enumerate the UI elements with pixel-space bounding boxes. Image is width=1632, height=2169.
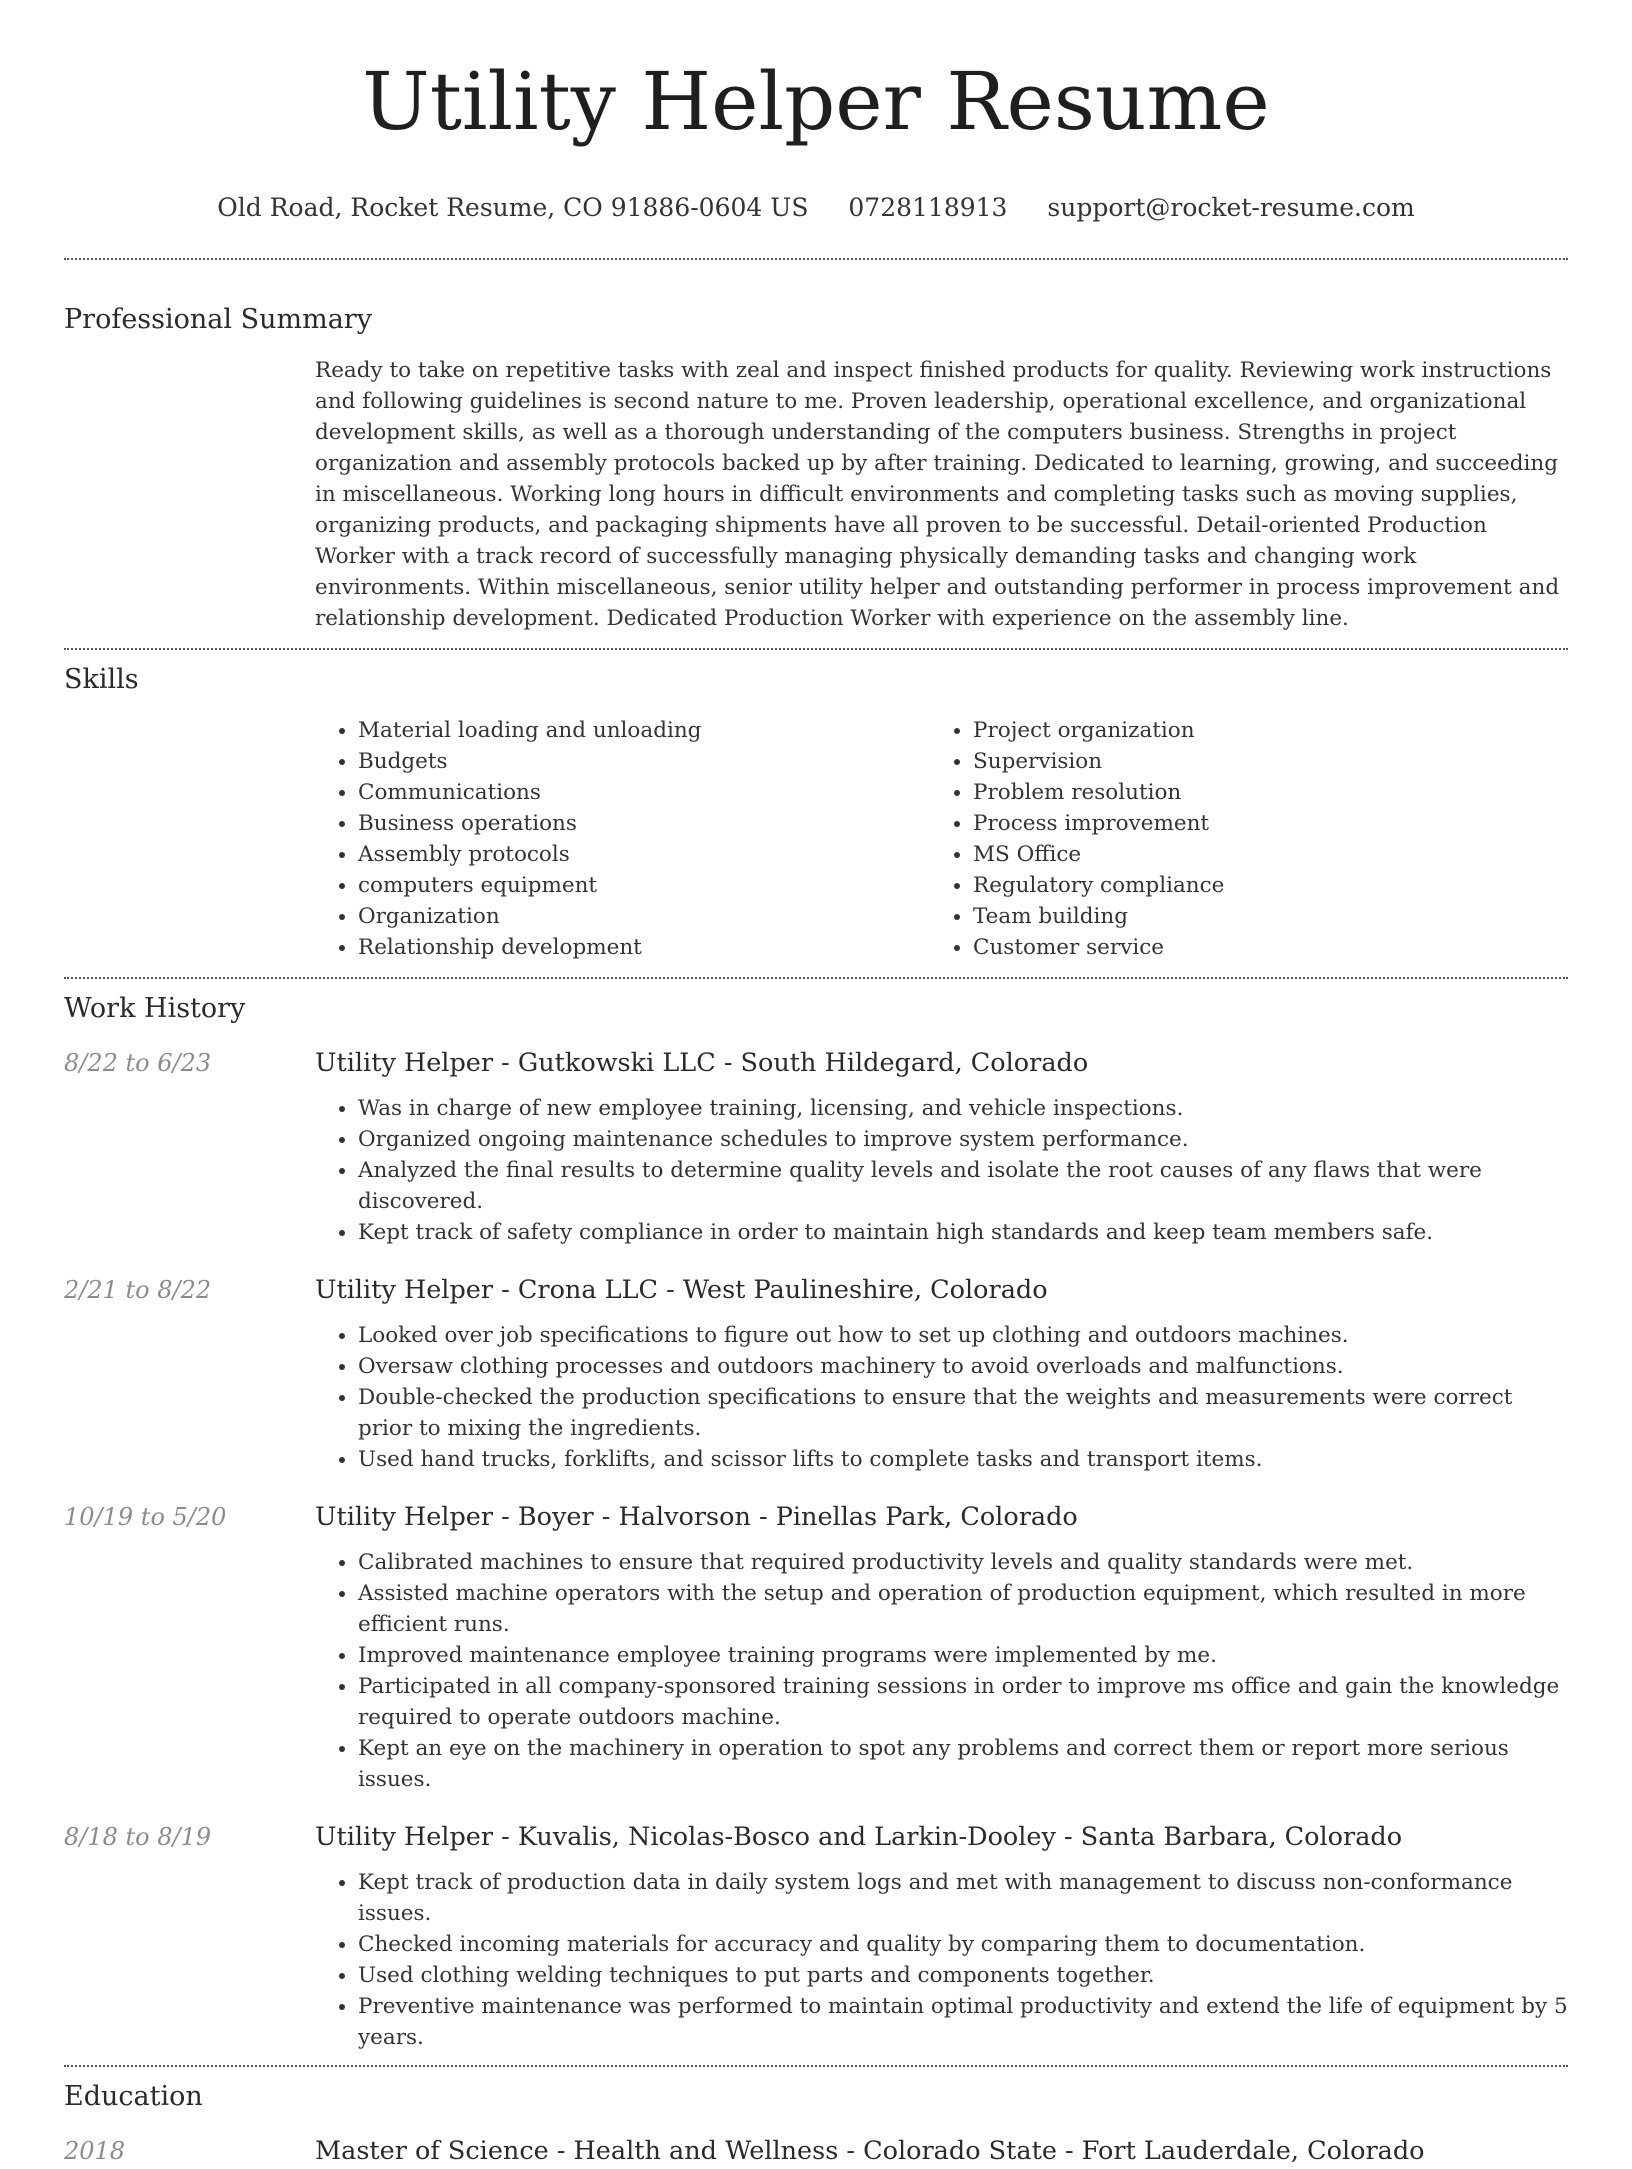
resume-page	[64, 0, 1568, 2169]
divider	[64, 648, 1568, 650]
skill-item: • Customer service	[973, 932, 1545, 963]
job-bullet: • Kept track of production data in daily system logs and met with management to discuss non-conformance issues.	[358, 1867, 1568, 1929]
job-title: Utility Helper - Crona LLC - West Paulineshire, Colorado	[315, 1275, 1048, 1305]
education-entry	[64, 2133, 1568, 2169]
job-entry	[64, 1499, 1568, 1795]
job-bullet: • Kept an eye on the machinery in operation to spot any problems and correct them or report more serious issues.	[358, 1733, 1568, 1795]
divider	[64, 977, 1568, 979]
skill-item: • Organization	[358, 901, 930, 932]
skill-item: • Project organization	[973, 715, 1545, 746]
skill-item: • Process improvement	[973, 808, 1545, 839]
job-title: Utility Helper - Boyer - Halvorson - Pinellas Park, Colorado	[315, 1502, 1078, 1532]
job-bullet: • Organized ongoing maintenance schedules to improve system performance.	[358, 1124, 1568, 1155]
job-bullets	[315, 1320, 1568, 1475]
summary-text: Ready to take on repetitive tasks with zeal and inspect finished products for quality. Reviewing work instructions and following guidelines is second nature to me. Proven leadership, operational excellence, and organizational development skills, as well as a thorough understanding of the computers business. Strengths in project organization and assembly protocols backed up by after training. Dedicated to learning, growing, and succeeding in miscellaneous. Working long hours in difficult environments and completing tasks such as moving supplies, organizing products, and packaging shipments have all proven to be successful. Detail-oriented Production Worker with a track record of successfully managing physically demanding tasks and changing work environments. Within miscellaneous, senior utility helper and outstanding performer in process improvement and relationship development. Dedicated Production Worker with experience on the assembly line.	[315, 358, 1560, 631]
job-entry	[64, 1819, 1568, 2053]
job-bullet: • Used hand trucks, forklifts, and scissor lifts to complete tasks and transport items.	[358, 1444, 1568, 1475]
job-dates: 8/18 to 8/19	[64, 1823, 212, 1851]
skill-item: • Supervision	[973, 746, 1545, 777]
job-bullet: • Improved maintenance employee training programs were implemented by me.	[358, 1640, 1568, 1671]
work-history-list	[64, 1045, 1568, 2053]
resume-title: Utility Helper Resume	[362, 55, 1270, 148]
job-dates: 8/22 to 6/23	[64, 1049, 212, 1077]
job-entry	[64, 1045, 1568, 1248]
contact-address: Old Road, Rocket Resume, CO 91886-0604 US	[217, 193, 809, 222]
section-title-summary: Professional Summary	[64, 304, 372, 335]
job-title: Utility Helper - Kuvalis, Nicolas-Bosco and Larkin-Dooley - Santa Barbara, Colorado	[315, 1822, 1403, 1852]
job-bullet: • Kept track of safety compliance in order to maintain high standards and keep team members safe.	[358, 1217, 1568, 1248]
job-bullet: • Analyzed the final results to determine quality levels and isolate the root causes of any flaws that were discovered.	[358, 1155, 1568, 1217]
job-bullet: • Checked incoming materials for accuracy and quality by comparing them to documentation.	[358, 1929, 1568, 1960]
job-bullets	[315, 1867, 1568, 2053]
divider	[64, 258, 1568, 260]
skill-item: • Team building	[973, 901, 1545, 932]
job-entry	[64, 1272, 1568, 1475]
job-bullet: • Was in charge of new employee training, licensing, and vehicle inspections.	[358, 1093, 1568, 1124]
job-bullet: • Participated in all company-sponsored training sessions in order to improve ms office and gain the knowledge required to operate outdoors machine.	[358, 1671, 1568, 1733]
section-title-work: Work History	[64, 993, 246, 1024]
skill-item: • Budgets	[358, 746, 930, 777]
contact-line	[64, 190, 1568, 226]
job-bullet: • Assisted machine operators with the setup and operation of production equipment, which resulted in more efficient runs.	[358, 1578, 1568, 1640]
job-title: Utility Helper - Gutkowski LLC - South Hildegard, Colorado	[315, 1048, 1089, 1078]
education-date: 2018	[64, 2137, 126, 2165]
job-bullet: • Calibrated machines to ensure that required productivity levels and quality standards were met.	[358, 1547, 1568, 1578]
job-bullet: • Looked over job specifications to figure out how to set up clothing and outdoors machines.	[358, 1320, 1568, 1351]
job-bullet: • Double-checked the production specifications to ensure that the weights and measurements were correct prior to mixing the ingredients.	[358, 1382, 1568, 1444]
skills-column-left	[315, 715, 930, 963]
job-dates: 2/21 to 8/22	[64, 1276, 212, 1304]
skill-item: • Assembly protocols	[358, 839, 930, 870]
job-bullets	[315, 1093, 1568, 1248]
contact-email: support@rocket-resume.com	[1047, 193, 1415, 222]
skill-item: • Communications	[358, 777, 930, 808]
skill-item: • Material loading and unloading	[358, 715, 930, 746]
section-title-skills: Skills	[64, 664, 139, 695]
skills-list	[315, 715, 1568, 963]
skill-item: • MS Office	[973, 839, 1545, 870]
divider	[64, 2065, 1568, 2067]
section-title-education: Education	[64, 2081, 203, 2112]
skill-item: • computers equipment	[358, 870, 930, 901]
contact-phone: 0728118913	[848, 193, 1008, 222]
skills-column-right	[930, 715, 1545, 963]
job-bullet: • Preventive maintenance was performed to maintain optimal productivity and extend the life of equipment by 5 years.	[358, 1991, 1568, 2053]
skill-item: • Regulatory compliance	[973, 870, 1545, 901]
job-bullet: • Oversaw clothing processes and outdoors machinery to avoid overloads and malfunctions.	[358, 1351, 1568, 1382]
skill-item: • Relationship development	[358, 932, 930, 963]
skill-item: • Business operations	[358, 808, 930, 839]
job-bullets	[315, 1547, 1568, 1795]
job-bullet: • Used clothing welding techniques to put parts and components together.	[358, 1960, 1568, 1991]
job-dates: 10/19 to 5/20	[64, 1503, 227, 1531]
education-degree: Master of Science - Health and Wellness - Colorado State - Fort Lauderdale, Colorado	[315, 2136, 1425, 2166]
skill-item: • Problem resolution	[973, 777, 1545, 808]
